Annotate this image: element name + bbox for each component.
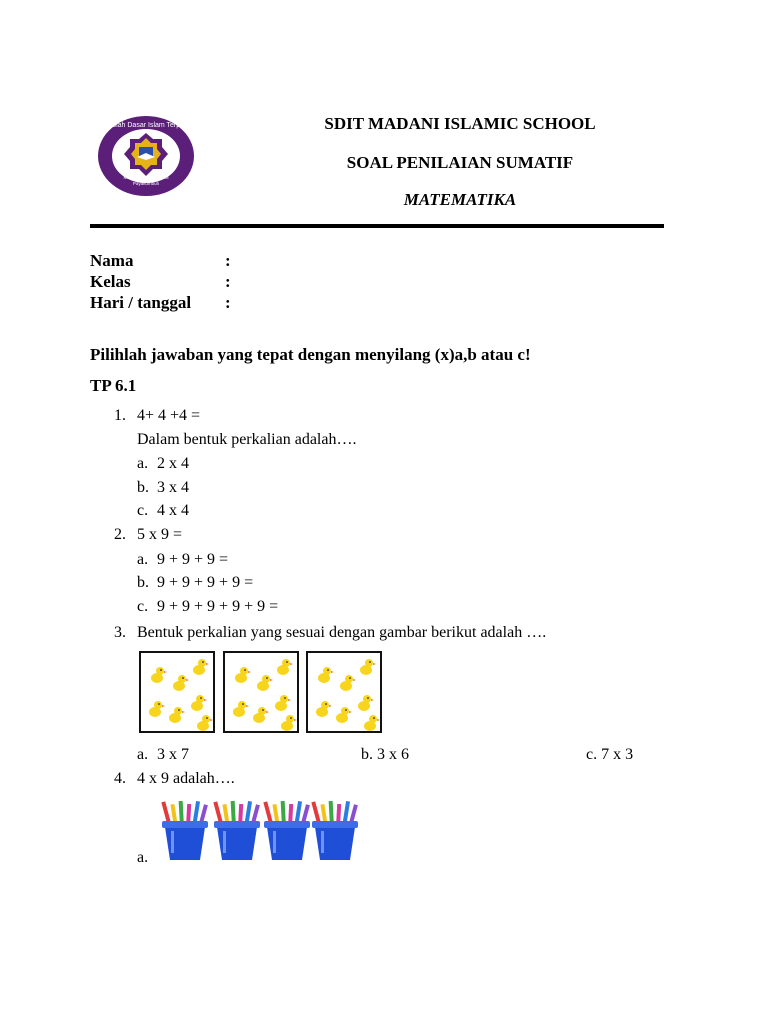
chick-icon — [364, 715, 380, 731]
exam-title: SOAL PENILAIAN SUMATIF — [346, 153, 574, 172]
chick-icon — [151, 667, 167, 683]
chick-icon — [316, 701, 332, 717]
chick-icon — [336, 707, 352, 723]
option-text: 3 x 4 — [157, 479, 189, 496]
question-text: 4+ 4 +4 = — [137, 407, 201, 424]
question-text: 4 x 9 adalah…. — [137, 770, 235, 787]
option-letter: a. — [137, 455, 149, 472]
chick-icon — [197, 715, 213, 731]
question-text: 5 x 9 = — [137, 526, 183, 543]
section-title: TP 6.1 — [90, 376, 137, 395]
chick-group-box — [223, 651, 299, 733]
field-date-label: Hari / tanggal — [90, 293, 192, 312]
school-name: SDIT MADANI ISLAMIC SCHOOL — [324, 114, 596, 133]
chick-icon — [253, 707, 269, 723]
chick-icon — [257, 675, 273, 691]
chick-icon — [193, 659, 209, 675]
chick-icon — [235, 667, 251, 683]
chick-icon — [233, 701, 249, 717]
chick-icon — [191, 695, 207, 711]
chick-icon — [281, 715, 297, 731]
pencil-bucket-image — [160, 797, 210, 862]
school-logo — [95, 113, 197, 199]
option-text: 9 + 9 + 9 + 9 = — [157, 574, 254, 591]
instruction: Pilihlah jawaban yang tepat dengan menyilang (x)a,b atau c! — [90, 345, 531, 364]
chick-icon — [173, 675, 189, 691]
option-text: 9 + 9 + 9 = — [157, 551, 229, 568]
logo-inner-line2: Payakumbuh — [132, 181, 160, 186]
option-letter: a. — [137, 551, 149, 568]
chick-group-box — [306, 651, 382, 733]
option-letter: a. — [137, 849, 149, 866]
chick-icon — [277, 659, 293, 675]
subject-title: MATEMATIKA — [403, 190, 517, 209]
logo-inner-line1: Madani Islamic School — [123, 175, 169, 180]
option-b: b. 3 x 6 — [361, 746, 409, 763]
question-subtext: Dalam bentuk perkalian adalah…. — [137, 431, 357, 448]
field-class-label: Kelas — [90, 272, 131, 291]
option-text: 4 x 4 — [157, 502, 189, 519]
chick-group-box — [139, 651, 215, 733]
pencil-bucket-image — [310, 797, 360, 862]
logo-ring-text: Sekolah Dasar Islam Terpadu — [100, 122, 192, 129]
option-letter: a. — [137, 746, 149, 763]
field-class-colon: : — [225, 272, 231, 291]
chick-icon — [340, 675, 356, 691]
chick-icon — [169, 707, 185, 723]
chick-icon — [149, 701, 165, 717]
option-letter: b. — [137, 479, 149, 496]
option-letter: b. — [137, 574, 149, 591]
header-divider — [90, 224, 664, 228]
pencil-bucket-image — [212, 797, 262, 862]
chick-group-image — [225, 653, 297, 731]
field-date-colon: : — [225, 293, 231, 312]
field-name-label: Nama — [90, 251, 134, 270]
question-number: 1. — [114, 407, 126, 424]
question-number: 4. — [114, 770, 126, 787]
option-text: 9 + 9 + 9 + 9 + 9 = — [157, 598, 279, 615]
pencil-bucket-image — [262, 797, 312, 862]
question-text: Bentuk perkalian yang sesuai dengan gambar berikut adalah …. — [137, 624, 547, 641]
option-text: 3 x 7 — [157, 746, 189, 763]
chick-group-image — [308, 653, 380, 731]
chick-icon — [360, 659, 376, 675]
chick-icon — [275, 695, 291, 711]
option-text: 2 x 4 — [157, 455, 189, 472]
question-number: 3. — [114, 624, 126, 641]
option-letter: c. — [137, 598, 149, 615]
question-number: 2. — [114, 526, 126, 543]
chick-icon — [358, 695, 374, 711]
chick-icon — [318, 667, 334, 683]
option-letter: c. — [137, 502, 149, 519]
field-name-colon: : — [225, 251, 231, 270]
option-c: c. 7 x 3 — [586, 746, 634, 763]
chick-group-image — [141, 653, 213, 731]
